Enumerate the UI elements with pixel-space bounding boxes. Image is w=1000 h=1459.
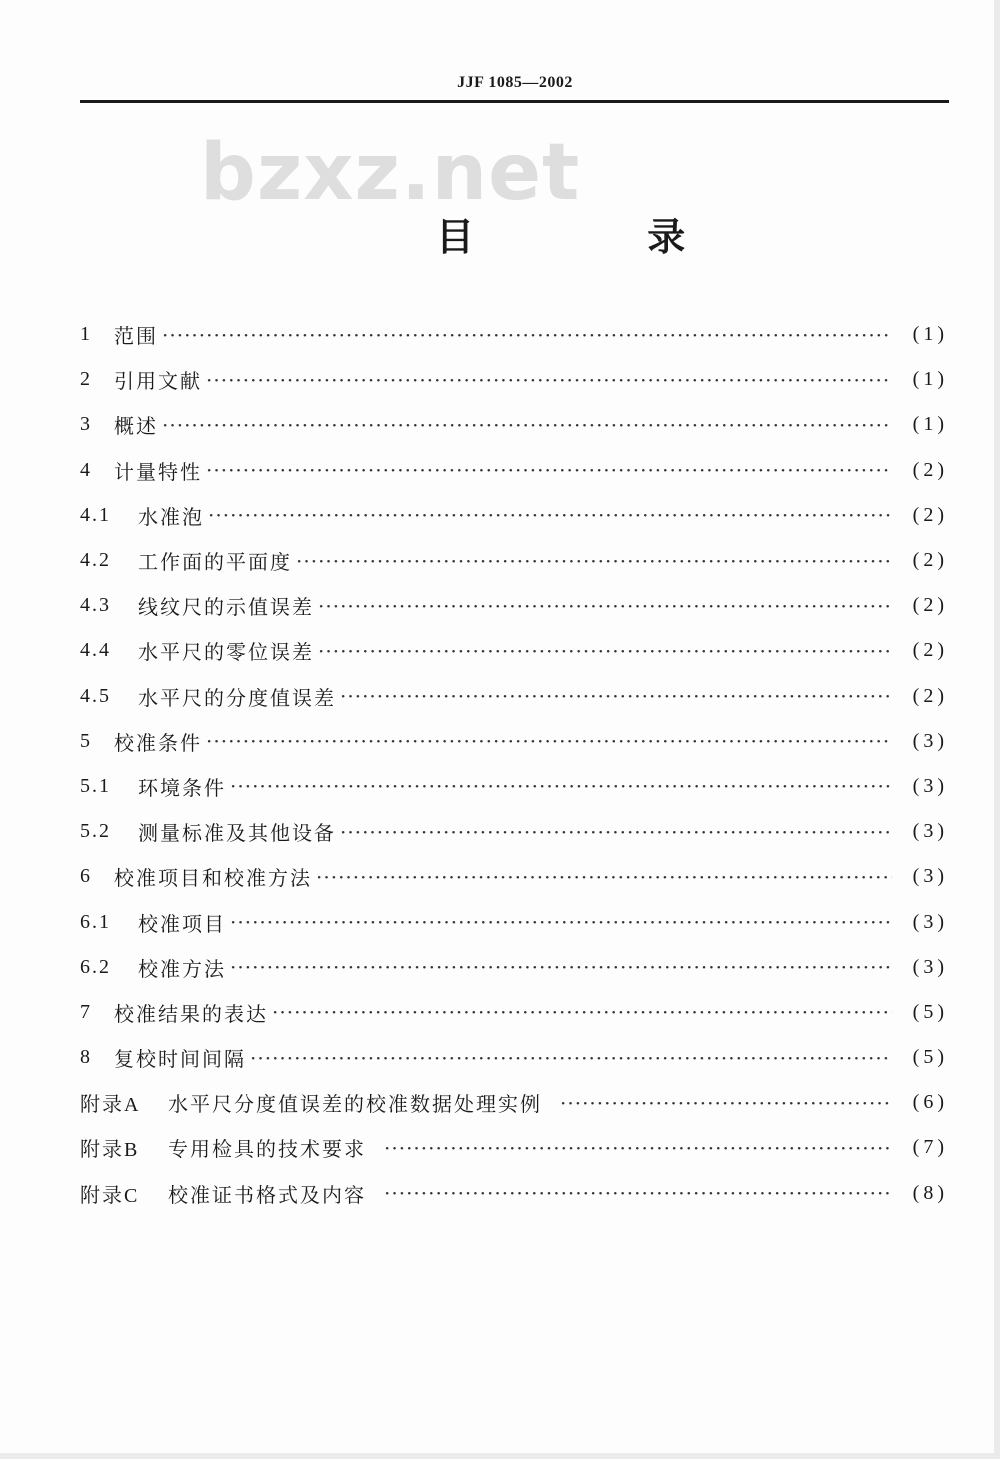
toc-entry-appendix-c[interactable] <box>80 1171 948 1216</box>
toc-label: 水准泡 <box>138 504 204 529</box>
toc-entry-4[interactable] <box>80 448 948 493</box>
toc-page: (1) <box>912 323 948 346</box>
leader-dots <box>206 729 892 753</box>
toc-entry-4-2[interactable] <box>80 538 948 583</box>
toc-label: 测量标准及其他设备 <box>138 821 336 846</box>
toc-page: (3) <box>912 729 948 752</box>
toc-number: 4.1 <box>80 503 111 526</box>
toc-number: 5.1 <box>80 774 111 797</box>
leader-dots <box>208 503 892 527</box>
toc-label: 校准方法 <box>138 956 226 981</box>
leader-dots <box>206 368 892 392</box>
toc-label: 线纹尺的示值误差 <box>138 595 314 620</box>
leader-dots <box>162 323 892 347</box>
toc-number: 6.2 <box>80 955 111 978</box>
leader-dots <box>384 1181 892 1205</box>
header-rule <box>80 100 949 103</box>
standard-code: JJF 1085—2002 <box>457 74 573 91</box>
leader-dots <box>340 684 892 708</box>
toc-label: 校准项目和校准方法 <box>114 866 312 891</box>
toc-number: 3 <box>80 413 92 436</box>
leader-dots <box>230 955 892 979</box>
toc-title: 目 录 <box>436 215 766 259</box>
toc-entry-2[interactable] <box>80 357 948 402</box>
leader-dots <box>230 910 892 934</box>
toc-number: 4 <box>80 458 92 481</box>
toc-entry-appendix-b[interactable] <box>80 1125 948 1170</box>
leader-dots <box>272 1000 892 1024</box>
toc-page: (3) <box>912 955 948 978</box>
toc-label: 水平尺的分度值误差 <box>138 685 336 710</box>
toc-page: (8) <box>912 1181 948 1204</box>
page-edge-right <box>994 0 1000 1459</box>
toc-label: 水平尺分度值误差的校准数据处理实例 <box>168 1092 542 1117</box>
toc-number: 4.5 <box>80 684 111 707</box>
toc-page: (1) <box>912 368 948 391</box>
toc-entry-7[interactable] <box>80 990 948 1035</box>
toc-entry-appendix-a[interactable] <box>80 1080 948 1125</box>
toc-page: (3) <box>912 865 948 888</box>
toc-label: 校准条件 <box>114 730 202 755</box>
toc-number: 2 <box>80 368 92 391</box>
toc-label: 工作面的平面度 <box>138 550 292 575</box>
toc-page: (2) <box>912 639 948 662</box>
toc-page: (2) <box>912 549 948 572</box>
toc-page: (7) <box>912 1136 948 1159</box>
toc-entry-4-3[interactable] <box>80 583 948 628</box>
toc-number: 5.2 <box>80 820 111 843</box>
toc-label: 专用检具的技术要求 <box>168 1137 366 1162</box>
toc-number: 8 <box>80 1046 92 1069</box>
toc-entry-6-2[interactable] <box>80 945 948 990</box>
toc-label: 校准项目 <box>138 911 226 936</box>
toc-entry-4-1[interactable] <box>80 493 948 538</box>
toc-number: 附录C <box>80 1184 140 1207</box>
toc-label: 计量特性 <box>114 459 202 484</box>
toc-number: 6 <box>80 865 92 888</box>
toc-entry-6-1[interactable] <box>80 899 948 944</box>
toc-label: 概述 <box>114 414 158 439</box>
toc-page: (2) <box>912 594 948 617</box>
page-edge-bottom <box>0 1453 1000 1459</box>
leader-dots <box>384 1136 892 1160</box>
toc-label: 校准证书格式及内容 <box>168 1182 366 1207</box>
toc-entry-4-4[interactable] <box>80 628 948 673</box>
leader-dots <box>560 1091 892 1115</box>
leader-dots <box>206 458 892 482</box>
toc-page: (3) <box>912 820 948 843</box>
leader-dots <box>316 865 892 889</box>
toc-page: (2) <box>912 458 948 481</box>
toc-entry-5-1[interactable] <box>80 764 948 809</box>
toc-page: (5) <box>912 1046 948 1069</box>
toc-number: 附录A <box>80 1094 141 1117</box>
toc-page: (3) <box>912 910 948 933</box>
toc-entry-6[interactable] <box>80 854 948 899</box>
toc-number: 4.2 <box>80 549 111 572</box>
toc-label: 范围 <box>114 324 158 349</box>
toc-entry-1[interactable] <box>80 312 948 357</box>
toc-entry-3[interactable] <box>80 402 948 447</box>
toc-page: (2) <box>912 684 948 707</box>
toc-label: 引用文献 <box>114 369 202 394</box>
toc-label: 校准结果的表达 <box>114 1001 268 1026</box>
toc-page: (2) <box>912 503 948 526</box>
toc-number: 5 <box>80 729 92 752</box>
leader-dots <box>318 639 892 663</box>
leader-dots <box>162 413 892 437</box>
toc-number: 1 <box>80 323 92 346</box>
leader-dots <box>340 820 892 844</box>
toc-number: 附录B <box>80 1139 140 1162</box>
leader-dots <box>318 594 892 618</box>
table-of-contents <box>80 312 948 1216</box>
toc-number: 7 <box>80 1000 92 1023</box>
toc-label: 环境条件 <box>138 775 226 800</box>
toc-page: (6) <box>912 1091 948 1114</box>
toc-number: 6.1 <box>80 910 111 933</box>
toc-page: (1) <box>912 413 948 436</box>
leader-dots <box>250 1046 892 1070</box>
toc-entry-5-2[interactable] <box>80 809 948 854</box>
toc-entry-8[interactable] <box>80 1035 948 1080</box>
leader-dots <box>230 774 892 798</box>
toc-number: 4.4 <box>80 639 111 662</box>
toc-label: 复校时间间隔 <box>114 1047 246 1072</box>
toc-entry-4-5[interactable] <box>80 674 948 719</box>
toc-entry-5[interactable] <box>80 719 948 764</box>
toc-label: 水平尺的零位误差 <box>138 640 314 665</box>
watermark: bzxz.net <box>200 128 581 218</box>
toc-number: 4.3 <box>80 594 111 617</box>
leader-dots <box>296 549 892 573</box>
toc-page: (5) <box>912 1000 948 1023</box>
toc-page: (3) <box>912 774 948 797</box>
